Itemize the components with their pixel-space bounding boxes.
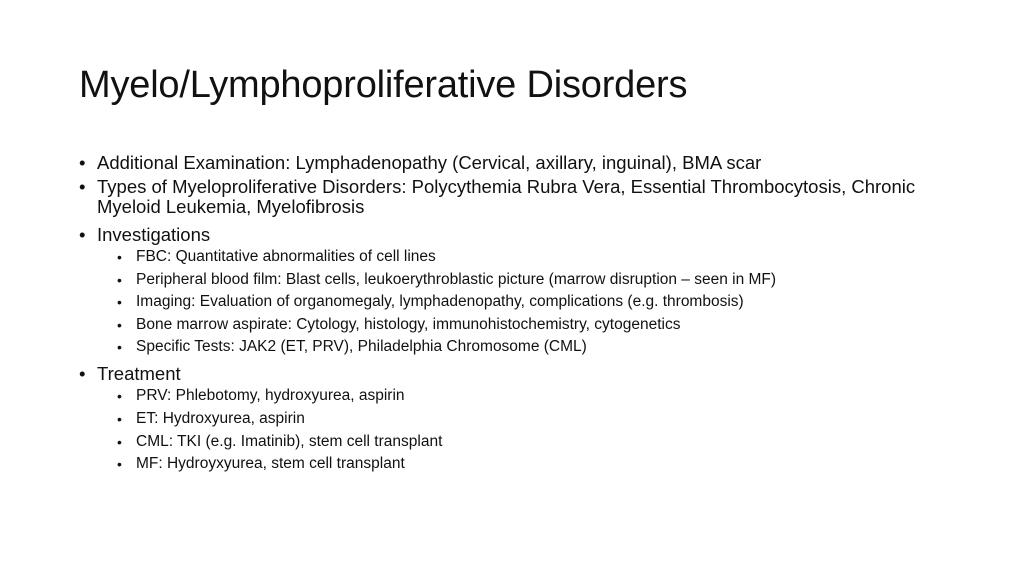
sub-bullet-text: Peripheral blood film: Blast cells, leukoerythroblastic picture (marrow disruption – seen in MF) bbox=[136, 270, 777, 288]
bullet-text: Treatment bbox=[97, 363, 181, 385]
sub-bullet-mf bbox=[117, 455, 979, 473]
bullet-text: Additional Examination: Lymphadenopathy (Cervical, axillary, inguinal), BMA scar bbox=[97, 152, 762, 173]
sub-bullet-imaging bbox=[117, 293, 979, 311]
bullet-icon: • bbox=[117, 388, 122, 405]
bullet-icon: • bbox=[117, 249, 122, 265]
sub-bullet-specific-tests bbox=[117, 338, 979, 356]
sub-bullet-et bbox=[117, 410, 979, 428]
sub-bullet-text: FBC: Quantitative abnormalities of cell lines bbox=[136, 248, 436, 265]
bullet-text: Types of Myeloproliferative Disorders: Polycythemia Rubra Vera, Essential Thrombocytosis, Chronic Myeloid Leukemia, Myelofibrosis bbox=[97, 176, 916, 217]
bullet-icon: • bbox=[79, 152, 86, 173]
sub-bullet-text: Imaging: Evaluation of organomegaly, lymphadenopathy, complications (e.g. thrombosis) bbox=[136, 293, 744, 311]
bullet-icon: • bbox=[117, 456, 122, 473]
bullet-list bbox=[79, 153, 979, 481]
sub-bullet-fbc bbox=[117, 248, 979, 266]
sub-bullet-text: Specific Tests: JAK2 (ET, PRV), Philadelphia Chromosome (CML) bbox=[136, 338, 587, 356]
bullet-icon: • bbox=[117, 271, 122, 288]
sub-bullet-prv bbox=[117, 387, 979, 405]
slide-title: Myelo/Lymphoproliferative Disorders bbox=[79, 64, 688, 106]
bullet-icon: • bbox=[117, 339, 122, 356]
sub-bullet-text: PRV: Phlebotomy, hydroxyurea, aspirin bbox=[136, 387, 405, 405]
investigations-sublist bbox=[117, 248, 979, 356]
bullet-types-of-disorders bbox=[79, 177, 979, 217]
bullet-icon: • bbox=[117, 316, 122, 333]
bullet-icon: • bbox=[79, 176, 86, 197]
bullet-icon: • bbox=[117, 433, 122, 450]
bullet-icon: • bbox=[117, 410, 122, 427]
bullet-icon: • bbox=[79, 363, 86, 385]
bullet-additional-examination bbox=[79, 153, 979, 173]
treatment-sublist bbox=[117, 387, 979, 473]
bullet-text: Investigations bbox=[97, 224, 211, 245]
sub-bullet-text: Bone marrow aspirate: Cytology, histology, immunohistochemistry, cytogenetics bbox=[136, 315, 681, 333]
sub-bullet-bone-marrow bbox=[117, 316, 979, 334]
sub-bullet-blood-film bbox=[117, 271, 979, 289]
sub-bullet-text: MF: Hydroyxyurea, stem cell transplant bbox=[136, 455, 405, 473]
bullet-icon: • bbox=[79, 224, 86, 245]
sub-bullet-text: CML: TKI (e.g. Imatinib), stem cell transplant bbox=[136, 432, 443, 450]
bullet-icon: • bbox=[117, 294, 122, 311]
bullet-treatment bbox=[79, 364, 979, 384]
bullet-investigations bbox=[79, 225, 979, 245]
sub-bullet-text: ET: Hydroxyurea, aspirin bbox=[136, 409, 305, 427]
sub-bullet-cml bbox=[117, 433, 979, 451]
